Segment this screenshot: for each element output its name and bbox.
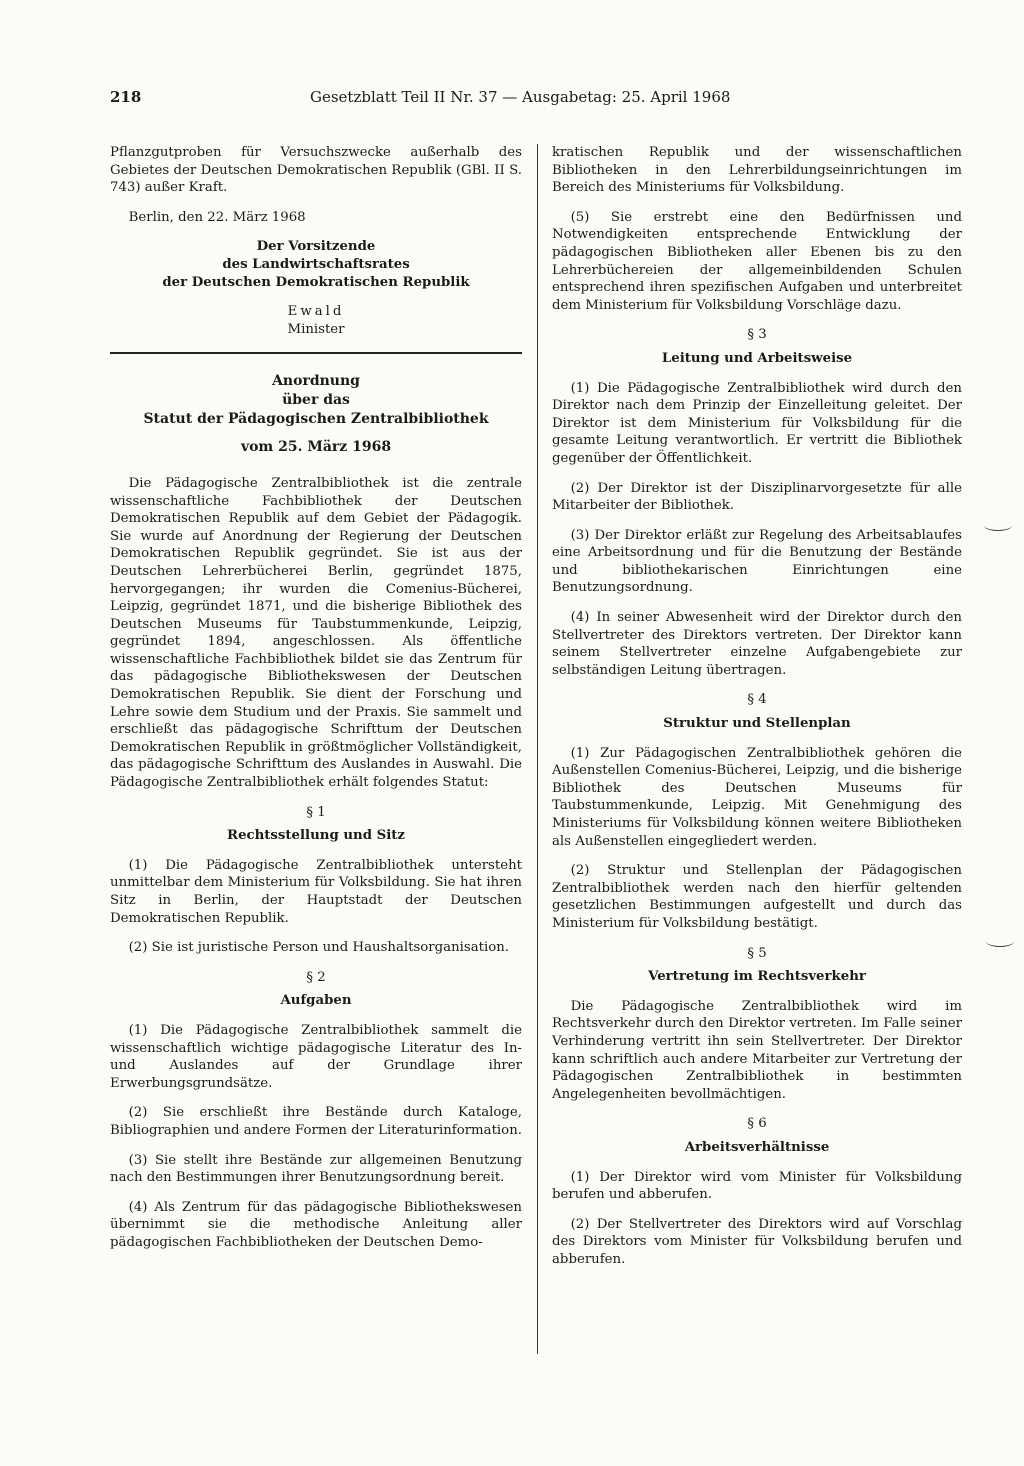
title-line: Anordnung xyxy=(272,373,360,390)
title-line: Statut der Pädagogischen Zentralbibliothek xyxy=(143,411,489,428)
title-line: über das xyxy=(282,392,350,409)
paragraph: (4) Als Zentrum für das pädagogische Bibliothekswesen übernimmt sie die methodische Anleitung aller pädagogischen Fachbibliotheken der Deutschen Demo- xyxy=(110,1199,522,1250)
right-column xyxy=(552,144,962,1280)
intro-paragraph: Die Pädagogische Zentralbibliothek ist die zentrale wissenschaftliche Fachbibliothek der Deutschen Demokratischen Republik auf dem Gebiet der Pädagogik. Sie wurde auf Anordnung der Regierung der Deutschen Demokratischen Republik gegründet. Sie ist aus der Deutschen Lehrerbücherei Berlin, gegründet 1875, hervorgegangen; ihr wurden die Comenius-Bücherei, Leipzig, gegründet 1871, und die bisherige Bibliothek des Deutschen Museums für Taubstummenkunde, Leipzig, gegründet 1894, angeschlossen. Als öffentliche wissenschaftliche Fachbibliothek bildet sie das Zentrum für das pädagogische Bibliothekswesen der Deutschen Demokratischen Republik. Sie dient der Forschung und Lehre sowie dem Studium und der Praxis. Sie sammelt und erschließt das pädagogische Schrifttum der Deutschen Demokratischen Republik in größtmöglicher Vollständigkeit, das pädagogische Schrifttum des Auslandes in Auswahl. Die Pädagogische Zentralbibliothek erhält folgendes Statut: xyxy=(110,475,522,791)
section-number: § 1 xyxy=(306,804,326,820)
place-date: Berlin, den 22. März 1968 xyxy=(128,209,306,225)
section-number: § 5 xyxy=(747,945,767,961)
paragraph: (4) In seiner Abwesenheit wird der Direktor durch den Stellvertreter des Direktors vertreten. Der Direktor kann seinem Stellvertreter einzelne Aufgabengebiete zur selbständigen Leitung übertragen. xyxy=(552,610,962,678)
page-header xyxy=(110,88,765,114)
section-title: Rechtsstellung und Sitz xyxy=(227,828,405,844)
previous-text-continuation: Pflanzgutproben für Versuchszwecke außerhalb des Gebietes der Deutschen Demokratischen Republik (GBl. II S. 743) außer Kraft. xyxy=(110,145,522,196)
paragraph: (3) Der Direktor erläßt zur Regelung des Arbeitsablaufes eine Arbeitsordnung und für die Benutzung der Bestände und bibliothekarischen Einrichtungen eine Benutzungsordnung. xyxy=(552,527,962,596)
section-title: Leitung und Arbeitsweise xyxy=(661,350,853,366)
paragraph: Die Pädagogische Zentralbibliothek wird im Rechtsverkehr durch den Direktor vertreten. Im Falle seiner Verhinderung vertritt ihn sein Stellvertreter. Der Direktor kann schriftlich auch andere Mitarbeiter zur Vertretung der Pädagogischen Zentralbibliothek in bestimmten Angelegenheiten bevollmächtigen. xyxy=(552,998,962,1102)
paragraph: (2) Struktur und Stellenplan der Pädagogischen Zentralbibliothek werden nach den hierfür geltenden gesetzlichen Bestimmungen aufgestellt und durch das Ministerium für Volksbildung bestätigt. xyxy=(552,863,962,931)
paragraph: (1) Die Pädagogische Zentralbibliothek untersteht unmittelbar dem Ministerium für Volksbildung. Sie hat ihren Sitz in Berlin, der Hauptstadt der Deutschen Demokratischen Republik. xyxy=(110,857,522,926)
document-date: vom 25. März 1968 xyxy=(240,439,392,456)
paragraph: (1) Die Pädagogische Zentralbibliothek wird durch den Direktor nach dem Prinzip der Einzelleitung geleitet. Der Direktor ist dem Ministerium für Volksbildung für die gesamte Leitung verantwortlich. Er vertritt die Bibliothek gegenüber der Öffentlichkeit. xyxy=(552,380,962,466)
section-title: Vertretung im Rechtsverkehr xyxy=(648,969,866,985)
section-title: Struktur und Stellenplan xyxy=(663,716,851,732)
section-number: § 3 xyxy=(747,327,767,343)
page-number: 218 xyxy=(110,88,142,106)
margin-mark xyxy=(986,936,1014,947)
paragraph: (2) Der Stellvertreter des Direktors wird auf Vorschlag des Direktors vom Minister für Volksbildung berufen und abberufen. xyxy=(552,1216,962,1267)
paragraph: (5) Sie erstrebt eine den Bedürfnissen und Notwendigkeiten entsprechende Entwicklung der pädagogischen Bibliotheken aller Ebenen bis zu den Lehrerbüchereien der allgemeinbildenden Schulen entsprechend ihren spezifischen Aufgaben und unterbreitet dem Ministerium für Volksbildung Vorschläge dazu. xyxy=(552,209,962,313)
signer xyxy=(110,303,522,338)
paragraph: (1) Zur Pädagogischen Zentralbibliothek gehören die Außenstellen Comenius-Bücherei, Leipzig, und die bisherige Bibliothek des Deutschen Museums für Taubstummenkunde, Leipzig. Mit Genehmigung des Ministeriums für Volksbildung können weitere Bibliotheken als Außenstellen eingegliedert werden. xyxy=(552,745,962,849)
signer-title-line: des Landwirtschaftsrates xyxy=(222,256,410,272)
paragraph: (2) Der Direktor ist der Disziplinarvorgesetzte für alle Mitarbeiter der Bibliothek. xyxy=(552,480,962,514)
paragraph: (2) Sie erschließt ihre Bestände durch Kataloge, Bibliographien und andere Formen der Literaturinformation. xyxy=(110,1105,522,1138)
signer-role: Minister xyxy=(287,321,345,337)
signer-title-line: der Deutschen Demokratischen Republik xyxy=(162,274,470,290)
section-number: § 6 xyxy=(747,1116,767,1132)
signer-title-line: Der Vorsitzende xyxy=(256,239,376,255)
section-number: § 4 xyxy=(747,692,767,708)
running-title: Gesetzblatt Teil II Nr. 37 — Ausgabetag: 25. April 1968 xyxy=(310,88,731,106)
paragraph-continuation: kratischen Republik und der wissenschaftlichen Bibliotheken in den Lehrerbildungseinrichtungen im Bereich des Ministeriums für Volksbildung. xyxy=(552,145,962,196)
paragraph: (3) Sie stellt ihre Bestände zur allgemeinen Benutzung nach den Bestimmungen ihrer Benutzungsordnung bereit. xyxy=(110,1152,522,1186)
column-divider xyxy=(537,144,538,1354)
signer-name: Ewald xyxy=(287,304,345,320)
document-title xyxy=(110,372,522,429)
section-title: Arbeitsverhältnisse xyxy=(684,1139,830,1155)
section-rule xyxy=(110,352,522,354)
margin-mark xyxy=(984,520,1012,531)
section-number: § 2 xyxy=(306,969,326,985)
section-title: Aufgaben xyxy=(280,993,352,1009)
paragraph: (1) Die Pädagogische Zentralbibliothek sammelt die wissenschaftlich wichtige pädagogische Literatur des In- und Auslandes auf der Grundlage ihrer Erwerbungsgrundsätze. xyxy=(110,1022,522,1091)
paragraph: (1) Der Direktor wird vom Minister für Volksbildung berufen und abberufen. xyxy=(552,1169,962,1203)
left-column xyxy=(110,144,522,1264)
paragraph: (2) Sie ist juristische Person und Haushaltsorganisation. xyxy=(128,940,510,956)
signature-block xyxy=(110,238,522,291)
